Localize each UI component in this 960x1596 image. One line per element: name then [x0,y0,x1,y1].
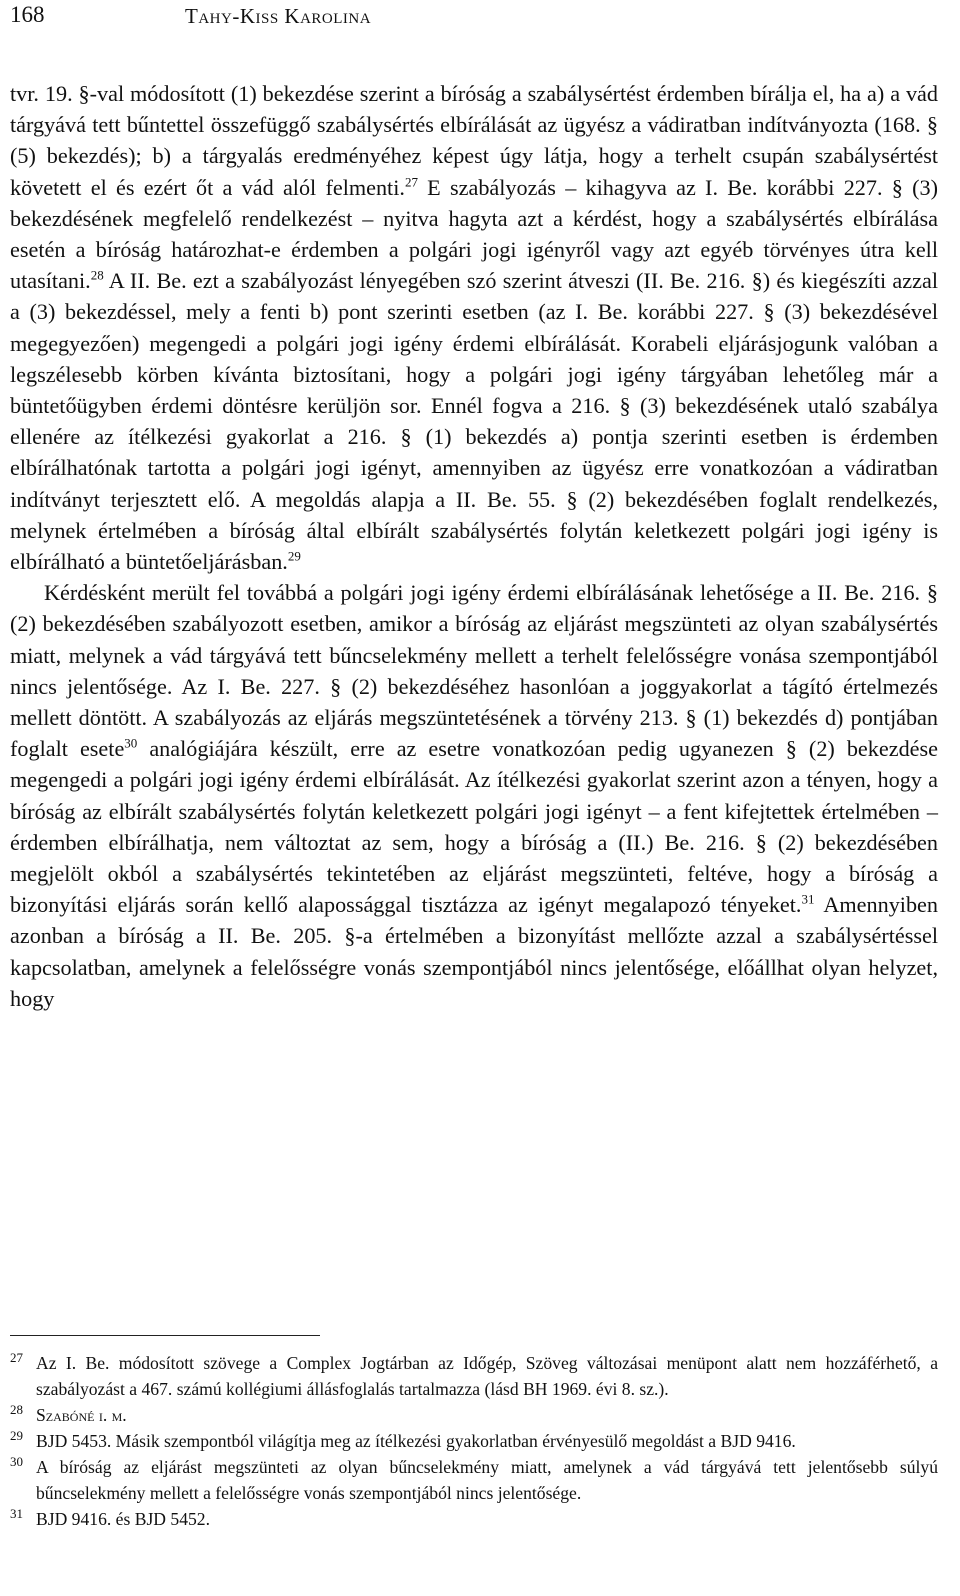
page-header [10,2,938,36]
footnote-number: 27 [10,1350,23,1365]
paragraph-2 [10,577,938,1014]
footnote-ref-28: 28 [90,267,104,283]
footnote-separator [10,1335,320,1336]
paragraph-1-text-c: A II. Be. ezt a szabályozást lényegében szó szerint átveszi (II. Be. 216. §) és kiegészíti azzal a (3) bekezdéssel, mely a fenti b) pont szerinti esetben (az I. Be. korábbi 227. § (3) bekezdésével megegyezően) megengedi a polgári jogi igény érdemi elbírálását. Korabeli eljárásjogunk valóban a legszélesebb körben kívánta biztosítani, hogy a polgári jogi igény tárgyában lehetőleg már a büntetőügyben érdemi döntésre kerüljön sor. Ennél fogva a 216. § (3) bekezdésének utaló szabálya ellenére az ítélkezési gyakorlat a 216. § (1) bekezdés a) pontja szerinti esetben is érdemben elbírálhatónak tartotta a polgári jogi igényt, amennyiben az ügyész erre vonatkozóan a vádiratban indítványt terjesztett elő. A megoldás alapja a II. Be. 55. § (2) bekezdésében foglalt rendelkezés, melynek értelmében a bíróság által elbírált szabálysértés folytán keletkezett polgári jogi igény is elbírálható a büntetőeljárásban. [10,268,938,575]
footnote-number: 28 [10,1402,23,1417]
paragraph-2-text-c: Amennyiben azonban a bíróság a II. Be. 205. §-a értelmében a bizonyítást mellőzte azzal a szabálysértéssel kapcsolatban, amelynek a felelősségre vonás szempontjából nincs jelentősége, előállhat olyan helyzet, hogy [10,892,938,1011]
footnote-number: 29 [10,1428,23,1443]
footnote-29 [10,1428,938,1454]
footnote-text: BJD 9416. és BJD 5452. [36,1509,210,1529]
footnote-number: 30 [10,1454,23,1469]
paragraph-2-text-b: analógiájára készült, erre az esetre vonatkozóan pedig ugyanezen § (2) bekezdése megengedi a polgári jogi igény érdemi elbírálását. Az ítélkezési gyakorlat szerint azon a tényen, hogy a bíróság az elbírált szabálysértés folytán keletkezett polgári jogi igényt – a fent kifejtettek értelmében – érdemben elbírálhatja, nem változtat az sem, hogy a bíróság a (II.) Be. 216. § (2) bekezdésében megjelölt okból a szabálysértés tekintetében az eljárást megszünteti, feltéve, hogy a bíróság a bizonyítási eljárás során kellő alapossággal tisztázza az igényt megalapozó tényeket. [10,736,938,918]
running-head: Tahy-Kiss Karolina [185,4,372,28]
footnote-ref-30: 30 [124,735,138,751]
footnote-ref-31: 31 [801,891,815,907]
footnote-text: Az I. Be. módosított szövege a Complex Jogtárban az Időgép, Szöveg változásai menüpont alatt nem hozzáférhető, a szabályozást a 467. számú kollégiumi állásfoglalás tartalmazza (lásd BH 1969. évi 8. sz.). [36,1353,938,1399]
page-number: 168 [10,2,45,27]
footnote-ref-29: 29 [287,548,301,564]
paragraph-1-text-b: E szabályozás – kihagyva az I. Be. korábbi 227. § (3) bekezdésének megfelelő rendelkezést – nyitva hagyta azt a kérdést, hogy a szabálysértés elbírálása esetén a bíróság határozhat-e érdemben a polgári jogi igényről vagy azt egyéb törvényes útra kell utasítani. [10,174,938,294]
footnote-28 [10,1402,938,1428]
footnote-text: Szabóné i. m. [36,1405,127,1425]
footnote-31 [10,1506,938,1532]
footnote-ref-27: 27 [404,174,418,190]
footnote-text: BJD 5453. Másik szempontból világítja meg az ítélkezési gyakorlatban érvényesülő megoldást a BJD 9416. [36,1431,796,1451]
paragraph-1 [10,78,938,577]
body-text [10,78,938,1014]
footnotes [10,1350,938,1532]
paragraph-2-text-a: Kérdésként merült fel továbbá a polgári jogi igény érdemi elbírálásának lehetősége a II. Be. 216. § (2) bekezdésében szabályozott esetben, amikor a bíróság az eljárást megszünteti az olyan szabálysértés miatt, melynek a vád tárgyává tett bűncselekmény mellett a terhelt felelősségre vonása szempontjából nincs jelentősége. Az I. Be. 227. § (2) bekezdéséhez hasonlóan a joggyakorlat a tágító értelmezés mellett döntött. A szabályozás az eljárás megszüntetésének a törvény 213. § (1) bekezdés d) pontjában foglalt esete [10,580,938,762]
paragraph-1-text-a: tvr. 19. §-val módosított (1) bekezdése szerint a bíróság a szabálysértést érdemben bírálja el, ha a) a vád tárgyává tett bűntettel összefüggő szabálysértés elbírálását az ügyész a vádiratban indítványozta (168. § (5) bekezdés); b) a tárgyalás eredményéhez képest úgy látja, hogy a terhelt csupán szabálysértést követett el és ezért őt a vád alól felmenti. [10,81,938,200]
footnote-27 [10,1350,938,1402]
footnote-number: 31 [10,1506,23,1521]
footnote-text: A bíróság az eljárást megszünteti az olyan bűncselekmény miatt, amelynek a vád tárgyává tett jelentősebb súlyú bűncselekmény mellett a felelősségre vonás szempontjából nincs jelentősége. [36,1457,938,1503]
footnote-30 [10,1454,938,1506]
